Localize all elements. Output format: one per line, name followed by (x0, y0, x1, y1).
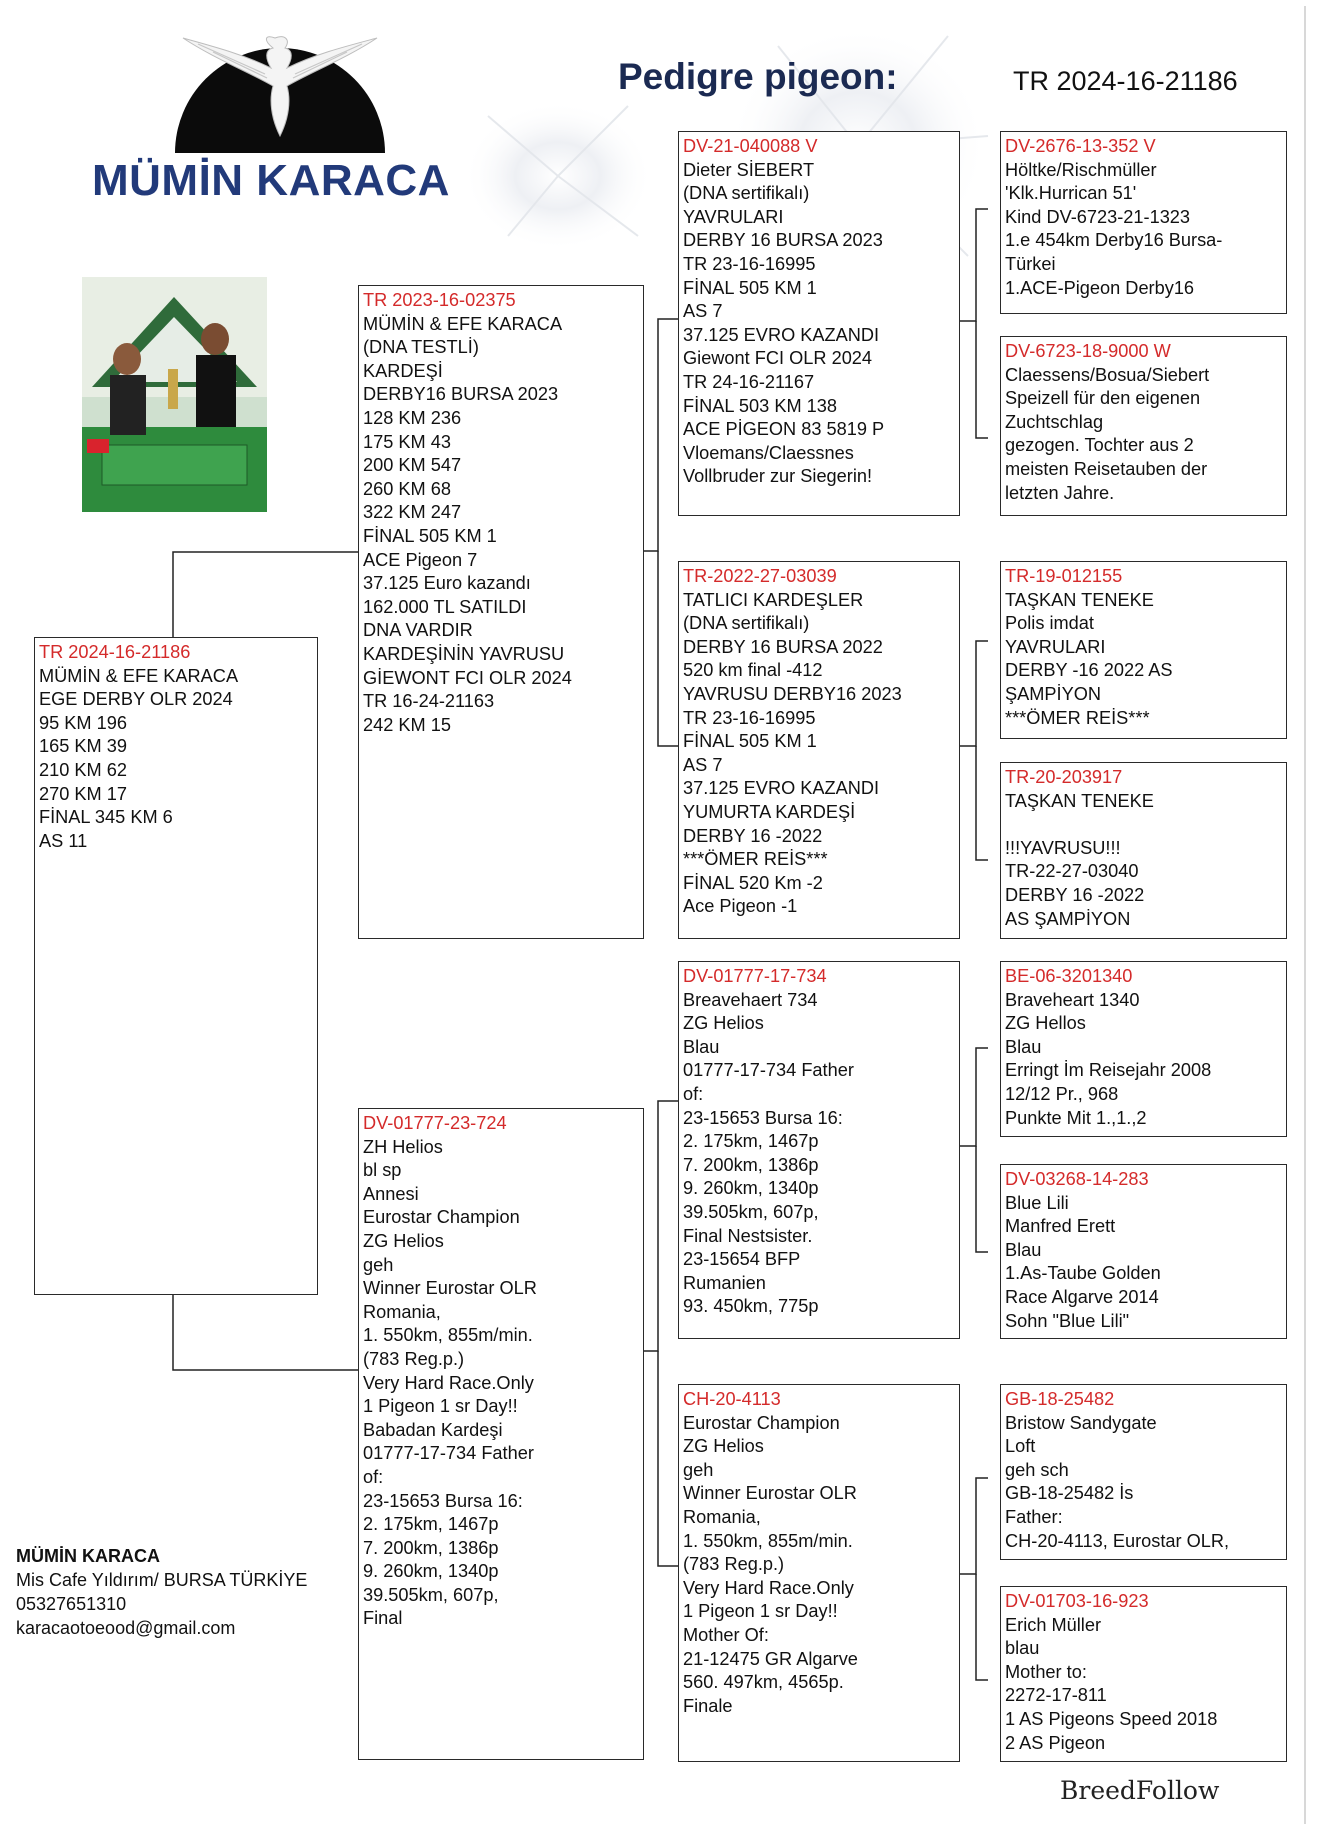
detail-line: 2. 175km, 1467p (363, 1514, 499, 1535)
breedfollow-logo: BreedFollow (1060, 1776, 1220, 1805)
detail-line: 2272-17-811 (1005, 1685, 1107, 1706)
detail-line: 01777-17-734 Father (363, 1443, 534, 1464)
detail-line: 128 KM 236 (363, 407, 462, 428)
detail-line: Ace Pigeon -1 (683, 896, 798, 917)
detail-line: Very Hard Race.Only (683, 1577, 854, 1598)
detail-line: geh (363, 1254, 394, 1275)
ring-id: DV-01777-23-724 (363, 1113, 507, 1133)
detail-line: 7. 200km, 1386p (683, 1154, 819, 1175)
detail-line: YAVRUSU DERBY16 2023 (683, 683, 902, 704)
pedigree-box-dss (1000, 961, 1287, 1137)
detail-line: blau (1005, 1638, 1040, 1659)
detail-line: CH-20-4113, Eurostar OLR, (1005, 1530, 1230, 1551)
detail-line: Erich Müller (1005, 1614, 1102, 1635)
contact-phone: 05327651310 (16, 1594, 127, 1614)
detail-line: KARDEŞİ (363, 360, 443, 381)
detail-line (363, 1655, 639, 1679)
detail-line: TAŞKAN TENEKE (1005, 589, 1154, 610)
detail-line: DERBY 16 -2022 (683, 825, 823, 846)
ring-id: DV-01777-17-734 (683, 966, 827, 986)
detail-line: Final (363, 1608, 403, 1629)
detail-line: Father: (1005, 1506, 1063, 1527)
detail-line: bl sp (363, 1160, 402, 1181)
detail-line: Breavehaert 734 (683, 989, 818, 1010)
detail-line: Race Algarve 2014 (1005, 1286, 1159, 1307)
detail-line: Polis imdat (1005, 613, 1094, 634)
detail-line: FİNAL 503 KM 138 (683, 395, 837, 416)
detail-line (683, 919, 955, 939)
pedigree-box-subject (34, 637, 318, 1295)
detail-line: Eurostar Champion (683, 1412, 840, 1433)
detail-line: 37.125 EVRO KAZANDI (683, 324, 880, 345)
detail-line: ZG Helios (683, 1013, 764, 1034)
detail-line: (DNA TESTLİ) (363, 337, 479, 358)
detail-line: 1.ACE-Pigeon Derby16 (1005, 277, 1195, 298)
detail-line: 2. 175km, 1467p (683, 1131, 819, 1152)
pedigree-box-sss (1000, 131, 1287, 314)
pedigree-sheet (8, 6, 1306, 1824)
detail-line: 37.125 Euro kazandı (363, 573, 531, 594)
detail-line: TR 16-24-21163 (363, 691, 495, 712)
detail-line: 1. 550km, 855m/min. (683, 1530, 853, 1551)
page-title: Pedigre pigeon: (618, 56, 898, 97)
pedigree-box-dds (1000, 1384, 1287, 1560)
detail-line: ŞAMPİYON (1005, 683, 1102, 704)
pedigree-box-dam-sire (678, 961, 960, 1339)
detail-line: Blau (683, 1036, 720, 1057)
detail-line: gezogen. Tochter aus 2 (1005, 435, 1194, 456)
detail-line: Blue Lili (1005, 1192, 1069, 1213)
detail-line: 242 KM 15 (363, 714, 451, 735)
detail-line: 322 KM 247 (363, 502, 462, 523)
detail-line: 9. 260km, 1340p (363, 1561, 499, 1582)
detail-line: EGE DERBY OLR 2024 (39, 689, 233, 710)
detail-line: 210 KM 62 (39, 759, 127, 780)
ring-id: TR-2022-27-03039 (683, 566, 837, 586)
detail-line: Höltke/Rischmüller (1005, 159, 1157, 180)
detail-line: TR 23-16-16995 (683, 707, 816, 728)
pedigree-box-dam (358, 1108, 644, 1760)
detail-line: Giewont FCI OLR 2024 (683, 348, 873, 369)
pedigree-box-sire-sire (678, 131, 960, 516)
ring-number: TR 2024-16-21186 (1013, 66, 1238, 96)
ring-id: CH-20-4113 (683, 1389, 781, 1409)
pedigree-box-ssd (1000, 336, 1287, 516)
detail-line: 39.505km, 607p, (363, 1584, 499, 1605)
ring-id: DV-6723-18-9000 W (1005, 341, 1171, 361)
detail-line: 39.505km, 607p, (683, 1201, 819, 1222)
ring-id: DV-21-040088 V (683, 136, 818, 156)
detail-line: Kind DV-6723-21-1323 (1005, 206, 1191, 227)
detail-line: TATLICI KARDEŞLER (683, 589, 864, 610)
detail-line: 162.000 TL SATILDI (363, 596, 527, 617)
pedigree-box-sdd (1000, 762, 1287, 939)
detail-line: Vollbruder zur Siegerin! (683, 466, 873, 487)
detail-line: YAVRULARI (683, 206, 784, 227)
detail-line: 165 KM 39 (39, 736, 127, 757)
ring-id: GB-18-25482 (1005, 1389, 1115, 1409)
detail-line (683, 1718, 955, 1742)
detail-line: Braveheart 1340 (1005, 989, 1140, 1010)
detail-line: 'Klk.Hurrican 51' (1005, 183, 1137, 204)
detail-line: AS 7 (683, 754, 723, 775)
detail-line: Mother Of: (683, 1624, 769, 1645)
detail-line: Zuchtschlag (1005, 411, 1104, 432)
detail-line: AS 7 (683, 301, 723, 322)
detail-line (683, 489, 955, 513)
detail-line: Bristow Sandygate (1005, 1412, 1157, 1433)
detail-line: 01777-17-734 Father (683, 1060, 854, 1081)
detail-line: FİNAL 505 KM 1 (363, 525, 497, 546)
detail-line: FİNAL 505 KM 1 (683, 731, 817, 752)
detail-line: 93. 450km, 775p (683, 1296, 819, 1317)
detail-line: GİEWONT FCI OLR 2024 (363, 667, 572, 688)
detail-line: Mother to: (1005, 1661, 1087, 1682)
detail-line: Rumanien (683, 1272, 766, 1293)
detail-line: 21-12475 GR Algarve (683, 1648, 858, 1669)
detail-line: of: (683, 1083, 704, 1104)
detail-line: Romania, (363, 1301, 441, 1322)
detail-line: AS ŞAMPİYON (1005, 908, 1131, 929)
detail-line: ZG Helios (683, 1436, 764, 1457)
pedigree-box-dam-dam (678, 1384, 960, 1762)
detail-line: (783 Reg.p.) (363, 1348, 465, 1369)
detail-line: 200 KM 547 (363, 455, 462, 476)
detail-line: 23-15653 Bursa 16: (363, 1490, 523, 1511)
detail-line: (DNA sertifikalı) (683, 183, 810, 204)
detail-line: Punkte Mit 1.,1.,2 (1005, 1107, 1147, 1128)
detail-line: of: (363, 1466, 384, 1487)
ring-id: DV-03268-14-283 (1005, 1169, 1149, 1189)
detail-line: Claessens/Bosua/Siebert (1005, 364, 1210, 385)
detail-line: YAVRULARI (1005, 636, 1106, 657)
detail-line: Winner Eurostar OLR (363, 1278, 537, 1299)
detail-line: DERBY16 BURSA 2023 (363, 384, 559, 405)
detail-line: YUMURTA KARDEŞİ (683, 801, 856, 822)
detail-line: TR 23-16-16995 (683, 253, 816, 274)
detail-line: Winner Eurostar OLR (683, 1483, 857, 1504)
detail-line: Very Hard Race.Only (363, 1372, 534, 1393)
detail-line: Annesi (363, 1183, 419, 1204)
detail-line: 12/12 Pr., 968 (1005, 1083, 1119, 1104)
detail-line: (783 Reg.p.) (683, 1554, 785, 1575)
contact-name: MÜMİN KARACA (16, 1546, 160, 1566)
detail-line: FİNAL 345 KM 6 (39, 807, 173, 828)
detail-line: 1 Pigeon 1 sr Day!! (683, 1601, 838, 1622)
detail-line: MÜMİN & EFE KARACA (363, 313, 563, 334)
detail-line: Dieter SİEBERT (683, 159, 815, 180)
detail-line (363, 1631, 639, 1655)
detail-line: 23-15654 BFP (683, 1249, 801, 1270)
detail-line: MÜMİN & EFE KARACA (39, 665, 239, 686)
detail-line: TR 24-16-21167 (683, 371, 815, 392)
detail-line: 270 KM 17 (39, 783, 127, 804)
detail-line: Final Nestsister. (683, 1225, 813, 1246)
brand-name: MÜMİN KARACA (92, 156, 450, 205)
detail-line: !!!YAVRUSU!!! (1005, 837, 1121, 858)
detail-line: TR-22-27-03040 (1005, 861, 1139, 882)
detail-line: TAŞKAN TENEKE (1005, 790, 1154, 811)
ring-id: DV-01703-16-923 (1005, 1591, 1149, 1611)
detail-line: letzten Jahre. (1005, 482, 1115, 503)
detail-line: ACE Pigeon 7 (363, 549, 478, 570)
detail-line: DERBY 16 -2022 (1005, 884, 1145, 905)
detail-line: ***ÖMER REİS*** (683, 849, 828, 870)
pedigree-box-sire-dam (678, 561, 960, 939)
detail-line: 1. 550km, 855m/min. (363, 1325, 533, 1346)
pedigree-box-ddd (1000, 1586, 1287, 1762)
detail-line: Blau (1005, 1239, 1042, 1260)
detail-line: 175 KM 43 (363, 431, 451, 452)
detail-line: AS 11 (39, 830, 88, 851)
detail-line: 95 KM 196 (39, 712, 127, 733)
detail-line: Eurostar Champion (363, 1207, 520, 1228)
contact-address: Mis Cafe Yıldırım/ BURSA TÜRKİYE (16, 1570, 308, 1590)
ring-id: TR 2023-16-02375 (363, 290, 516, 310)
detail-line: geh sch (1005, 1459, 1069, 1480)
contact-block (16, 1544, 307, 1640)
ring-id: BE-06-3201340 (1005, 966, 1133, 986)
detail-line: DNA VARDIR (363, 620, 473, 641)
detail-line: Finale (683, 1695, 733, 1716)
detail-line: 1.As-Taube Golden (1005, 1263, 1161, 1284)
detail-line: GB-18-25482 İs (1005, 1483, 1134, 1504)
detail-line: 1 AS Pigeons Speed 2018 (1005, 1708, 1218, 1729)
detail-line: Manfred Erett (1005, 1216, 1116, 1237)
detail-line: 23-15653 Bursa 16: (683, 1107, 843, 1128)
detail-line (363, 737, 639, 761)
detail-line: geh (683, 1459, 714, 1480)
ring-id: TR-20-203917 (1005, 767, 1123, 787)
detail-line: Blau (1005, 1036, 1042, 1057)
ring-id: DV-2676-13-352 V (1005, 136, 1156, 156)
ring-id: TR-19-012155 (1005, 566, 1123, 586)
detail-line: FİNAL 505 KM 1 (683, 277, 817, 298)
pedigree-box-sire (358, 285, 644, 939)
ring-id: TR 2024-16-21186 (39, 642, 191, 662)
detail-line: 520 km final -412 (683, 660, 823, 681)
detail-line: (DNA sertifikalı) (683, 613, 810, 634)
detail-line: Loft (1005, 1436, 1036, 1457)
detail-line: Speizell für den eigenen (1005, 388, 1201, 409)
detail-line: KARDEŞİNİN YAVRUSU (363, 643, 565, 664)
detail-line: Erringt İm Reisejahr 2008 (1005, 1060, 1212, 1081)
detail-line: 9. 260km, 1340p (683, 1178, 819, 1199)
detail-line: 7. 200km, 1386p (363, 1537, 499, 1558)
detail-line (683, 1742, 955, 1762)
detail-line: FİNAL 520 Km -2 (683, 872, 823, 893)
detail-line: 2 AS Pigeon (1005, 1732, 1106, 1753)
detail-line: 1 Pigeon 1 sr Day!! (363, 1396, 518, 1417)
detail-line: DERBY 16 BURSA 2022 (683, 636, 883, 657)
pedigree-box-sds (1000, 561, 1287, 739)
detail-line: ZH Helios (363, 1136, 443, 1157)
detail-line: 560. 497km, 4565p. (683, 1672, 844, 1693)
detail-line: 1.e 454km Derby16 Bursa- (1005, 230, 1223, 251)
detail-line: Sohn "Blue Lili" (1005, 1310, 1130, 1331)
detail-line: Romania, (683, 1506, 761, 1527)
detail-line: Babadan Kardeşi (363, 1419, 503, 1440)
detail-line: Türkei (1005, 253, 1056, 274)
detail-line: meisten Reisetauben der (1005, 458, 1208, 479)
detail-line: DERBY -16 2022 AS (1005, 660, 1173, 681)
detail-line: 37.125 EVRO KAZANDI (683, 778, 880, 799)
detail-line: 260 KM 68 (363, 478, 451, 499)
detail-line: ZG Helios (363, 1230, 444, 1251)
detail-line: Vloemans/Claessnes (683, 442, 854, 463)
detail-line (1005, 813, 1282, 837)
detail-line: ZG Hellos (1005, 1013, 1086, 1034)
detail-line: ACE PİGEON 83 5819 P (683, 419, 885, 440)
detail-line: DERBY 16 BURSA 2023 (683, 230, 883, 251)
contact-email[interactable]: karacaotoeood@gmail.com (16, 1618, 236, 1638)
detail-line: ***ÖMER REİS*** (1005, 707, 1150, 728)
pedigree-box-dsd (1000, 1164, 1287, 1339)
